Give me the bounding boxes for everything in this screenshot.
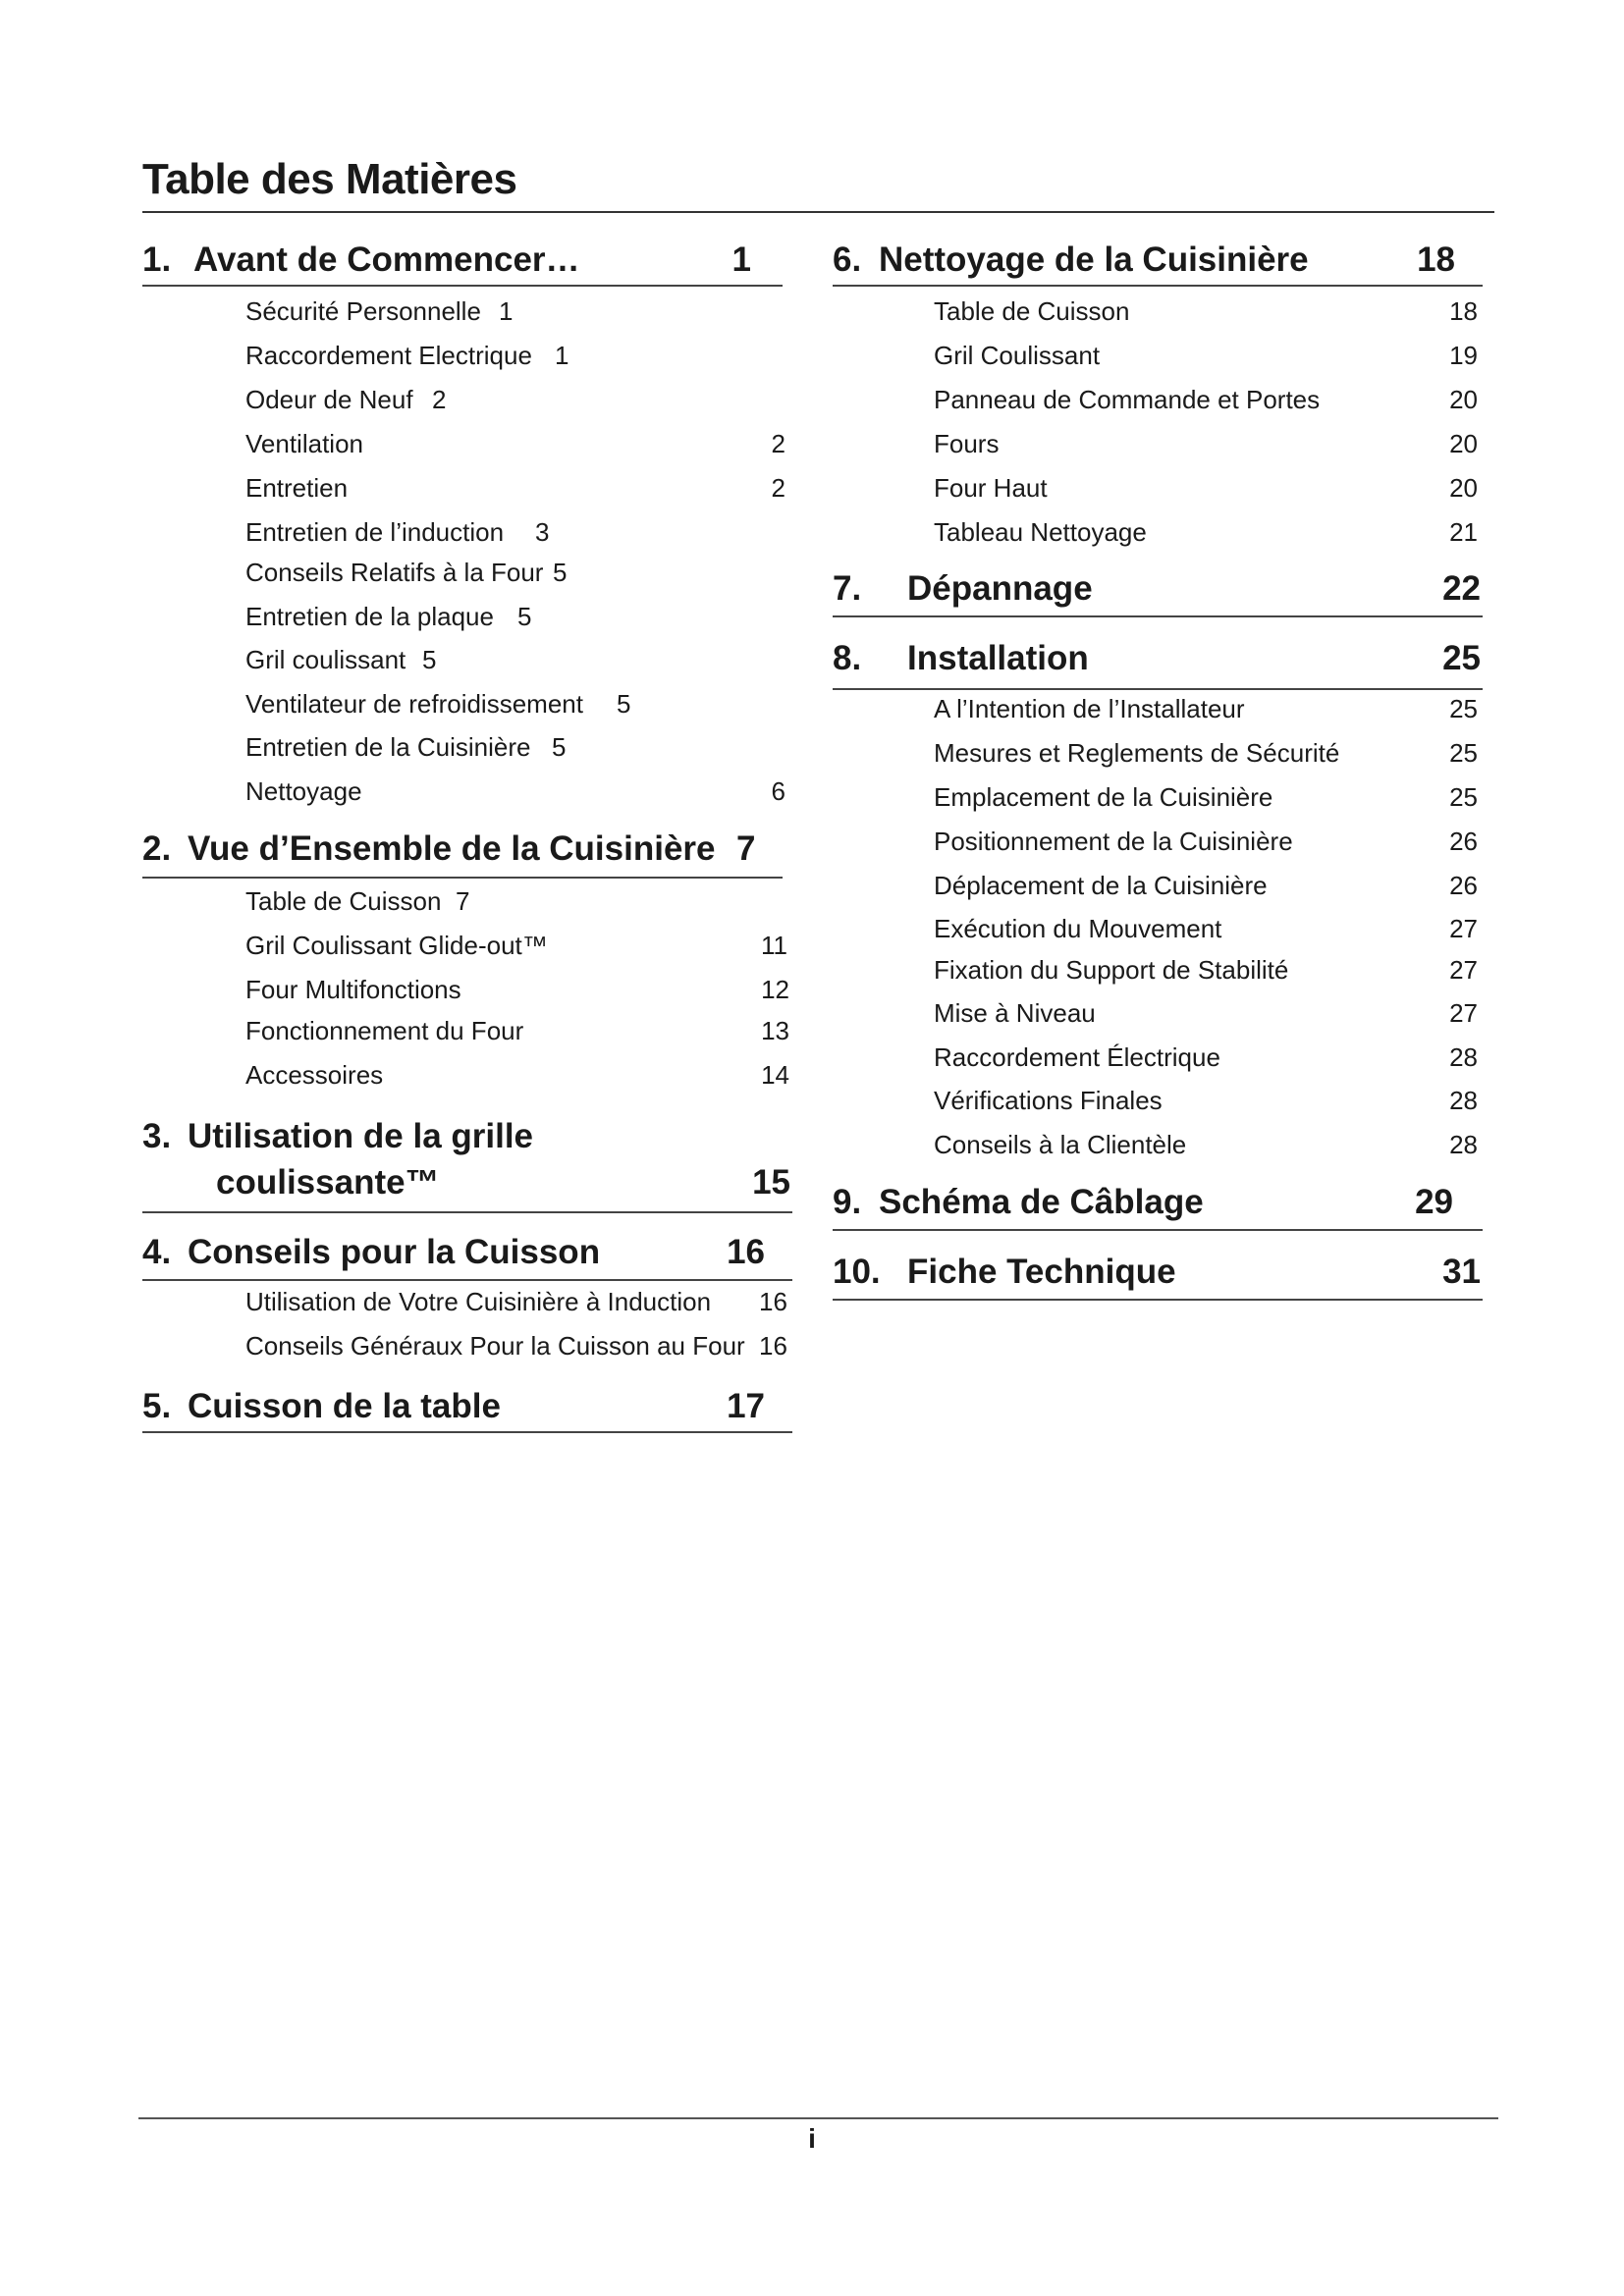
entry-label[interactable]: Fours (934, 429, 1000, 458)
entry-page: 26 (1449, 871, 1478, 900)
section-divider (142, 877, 783, 879)
entry-page: 16 (759, 1287, 787, 1316)
entry-page: 20 (1449, 385, 1478, 414)
entry-label[interactable]: Panneau de Commande et Portes (934, 385, 1321, 414)
entry-label[interactable]: Raccordement Electrique (245, 341, 532, 370)
entry-label[interactable]: Odeur de Neuf (245, 385, 413, 414)
section-title[interactable]: Avant de Commencer… (193, 240, 580, 279)
section-title[interactable]: Nettoyage de la Cuisinière (879, 240, 1309, 279)
entry-page: 5 (422, 645, 437, 674)
entry-page: 28 (1449, 1086, 1478, 1115)
section-number: 10. (833, 1253, 881, 1291)
entry-label[interactable]: Table de Cuisson (245, 886, 442, 916)
entry-page: 19 (1449, 341, 1478, 370)
section-number: 4. (142, 1233, 172, 1271)
entry-label[interactable]: Positionnement de la Cuisinière (934, 827, 1293, 856)
section-page: 16 (727, 1233, 765, 1271)
section-title[interactable]: Dépannage (907, 569, 1093, 608)
section-number: 2. (142, 829, 172, 868)
entry-page: 26 (1449, 827, 1478, 856)
entry-page: 2 (771, 473, 785, 503)
entry-label[interactable]: Exécution du Mouvement (934, 914, 1222, 943)
section-number: 5. (142, 1387, 172, 1425)
section-number: 9. (833, 1183, 862, 1221)
entry-label[interactable]: Conseils à la Clientèle (934, 1130, 1187, 1159)
section-number: 1. (142, 240, 172, 279)
section-page: 1 (731, 240, 751, 279)
section-divider (833, 285, 1483, 287)
section-divider (142, 1431, 792, 1433)
entry-label[interactable]: Entretien de la Cuisinière (245, 732, 531, 762)
entry-label[interactable]: Entretien de la plaque (245, 602, 494, 631)
entry-page: 25 (1449, 782, 1478, 812)
section-page: 17 (727, 1387, 765, 1425)
entry-page: 13 (761, 1016, 789, 1045)
page-title: Table des Matières (142, 155, 517, 203)
entry-label[interactable]: Mise à Niveau (934, 998, 1096, 1028)
entry-label[interactable]: Mesures et Reglements de Sécurité (934, 738, 1340, 768)
section-page: 29 (1415, 1183, 1453, 1221)
entry-label[interactable]: Emplacement de la Cuisinière (934, 782, 1273, 812)
section-divider (142, 1211, 792, 1213)
entry-page: 27 (1449, 998, 1478, 1028)
section-number: 3. (142, 1117, 172, 1155)
section-title[interactable]: Conseils pour la Cuisson (188, 1233, 601, 1271)
section-page: 18 (1417, 240, 1455, 279)
entry-label[interactable]: Gril coulissant (245, 645, 406, 674)
entry-page: 1 (499, 296, 514, 326)
entry-label[interactable]: A l’Intention de l’Installateur (934, 694, 1245, 723)
entry-label[interactable]: Utilisation de Votre Cuisinière à Induction (245, 1287, 712, 1316)
section-title[interactable]: Fiche Technique (907, 1253, 1176, 1291)
section-title[interactable]: Installation (907, 639, 1089, 677)
entry-label[interactable]: Ventilateur de refroidissement (245, 689, 583, 719)
section-page: 7 (736, 829, 756, 868)
entry-label[interactable]: Entretien de l’induction (245, 517, 505, 547)
section-page: 22 (1442, 569, 1481, 608)
entry-page: 3 (535, 517, 550, 547)
entry-label[interactable]: Fonctionnement du Four (245, 1016, 524, 1045)
section-title[interactable]: Utilisation de la grille (188, 1117, 534, 1155)
entry-page: 16 (759, 1331, 787, 1361)
entry-page: 28 (1449, 1130, 1478, 1159)
entry-page: 5 (553, 558, 568, 587)
section-divider (833, 688, 1483, 690)
entry-page: 14 (761, 1060, 789, 1090)
section-divider (833, 1299, 1483, 1301)
section-divider (142, 285, 783, 287)
entry-page: 2 (432, 385, 447, 414)
section-page: 31 (1442, 1253, 1481, 1291)
entry-page: 5 (617, 689, 631, 719)
entry-label[interactable]: Entretien (245, 473, 349, 503)
entry-label[interactable]: Déplacement de la Cuisinière (934, 871, 1268, 900)
entry-label[interactable]: Nettoyage (245, 776, 362, 806)
section-title[interactable]: Schéma de Câblage (879, 1183, 1204, 1221)
entry-label[interactable]: Conseils Relatifs à la Four (245, 558, 544, 587)
entry-label[interactable]: Accessoires (245, 1060, 384, 1090)
entry-label[interactable]: Four Haut (934, 473, 1048, 503)
entry-page: 27 (1449, 955, 1478, 985)
section-title[interactable]: Cuisson de la table (188, 1387, 501, 1425)
entry-label[interactable]: Four Multifonctions (245, 975, 461, 1004)
section-title-continued[interactable]: coulissante™ (216, 1163, 440, 1201)
entry-label[interactable]: Gril Coulissant Glide-out™ (245, 931, 548, 960)
entry-page: 20 (1449, 473, 1478, 503)
section-page: 25 (1442, 639, 1481, 677)
section-divider (833, 615, 1483, 617)
entry-page: 18 (1449, 296, 1478, 326)
entry-page: 28 (1449, 1042, 1478, 1072)
entry-label[interactable]: Sécurité Personnelle (245, 296, 481, 326)
entry-page: 27 (1449, 914, 1478, 943)
section-number: 6. (833, 240, 862, 279)
entry-page: 25 (1449, 694, 1478, 723)
footer-page-number: i (808, 2123, 816, 2154)
entry-page: 1 (555, 341, 569, 370)
entry-page: 20 (1449, 429, 1478, 458)
entry-label[interactable]: Gril Coulissant (934, 341, 1101, 370)
section-page: 15 (752, 1163, 790, 1201)
entry-label[interactable]: Conseils Généraux Pour la Cuisson au Four (245, 1331, 745, 1361)
entry-page: 5 (517, 602, 532, 631)
entry-label[interactable]: Table de Cuisson (934, 296, 1130, 326)
section-divider (833, 1229, 1483, 1231)
footer-divider (138, 2117, 1498, 2119)
section-divider (142, 1279, 792, 1281)
section-number: 8. (833, 639, 862, 677)
entry-label[interactable]: Vérifications Finales (934, 1086, 1163, 1115)
entry-label[interactable]: Tableau Nettoyage (934, 517, 1147, 547)
section-title[interactable]: Vue d’Ensemble de la Cuisinière (188, 829, 716, 868)
title-divider (142, 211, 1494, 213)
entry-page: 2 (771, 429, 785, 458)
entry-label[interactable]: Raccordement Électrique (934, 1042, 1220, 1072)
entry-page: 6 (771, 776, 785, 806)
entry-page: 21 (1449, 517, 1478, 547)
entry-label[interactable]: Ventilation (245, 429, 363, 458)
entry-page: 11 (761, 931, 787, 960)
section-number: 7. (833, 569, 862, 608)
entry-page: 12 (761, 975, 789, 1004)
entry-page: 7 (456, 886, 470, 916)
entry-page: 5 (552, 732, 567, 762)
entry-page: 25 (1449, 738, 1478, 768)
entry-label[interactable]: Fixation du Support de Stabilité (934, 955, 1289, 985)
